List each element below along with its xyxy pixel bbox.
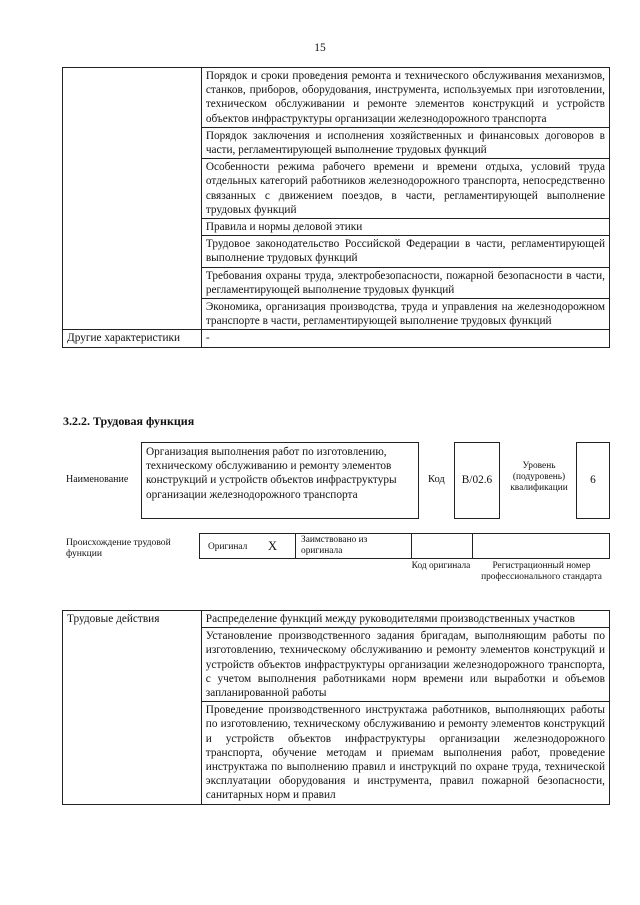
divider xyxy=(411,534,412,558)
original-label: Оригинал xyxy=(208,542,248,552)
actions-label: Трудовые действия xyxy=(63,611,202,805)
section-heading: 3.2.2. Трудовая функция xyxy=(63,414,195,428)
action-row: Проведение производственного инструктажа работников, выполняющих работы по изготовлению, техническому обслуживанию и ремонту элементов конструкций и устройств объектов инфраструктуры организации железнодорожного транспорта, обучение методам и приемам выполнения работ, проведение инструктажа по выполнению правил и инструкций по охране труда, технической эксплуатации оборудования и инструмента, правил пожарной безопасности, санитарных норм и правил xyxy=(201,702,609,804)
function-name-box xyxy=(141,442,419,519)
code-caption: Код оригинала xyxy=(411,561,471,571)
level-label: Уровень (подуровень) квалификации xyxy=(510,461,568,493)
action-row: Распределение функций между руководителями производственных участков xyxy=(201,611,609,628)
other-characteristics-label: Другие характеристики xyxy=(63,330,202,347)
knowledge-table xyxy=(62,67,610,348)
code-value: B/02.6 xyxy=(461,474,493,486)
level-value: 6 xyxy=(590,474,596,486)
origin-table xyxy=(199,533,610,559)
reg-caption: Регистрационный номер профессионального стандарта xyxy=(481,561,602,582)
level-box xyxy=(576,442,610,519)
knowledge-row: Экономика, организация производства, труда и управления на железнодорожном транспорте в части, регламентирующей выполнение трудовых функций xyxy=(201,299,609,330)
code-box xyxy=(454,442,500,519)
divider xyxy=(472,534,473,558)
empty-label-cell xyxy=(63,68,202,330)
function-name: Организация выполнения работ по изготовлению, техническому обслуживанию и ремонту элементов конструкций и устройств объектов инфраструктуры организации железнодорожного транспорта xyxy=(146,446,397,501)
knowledge-row: Порядок и сроки проведения ремонта и технического обслуживания механизмов, станков, приборов, оборудования, инструмента, используемых при изготовлении, техническом обслуживании и ремонте элементов конструкций и устройств объектов инфраструктуры организации железнодорожного транспорта xyxy=(201,68,609,128)
action-row: Установление производственного задания бригадам, выполняющим работы по изготовлению, техническому обслуживанию и ремонту элементов конструкций и устройств объектов инфраструктуры организации железнодорожного транспорта, с учетом выполнения работниками норм времени или выработки и объемов запланированной работы xyxy=(201,628,609,702)
borrowed-label: Заимствовано из оригинала xyxy=(301,535,368,556)
origin-label: Происхождение трудовой функции xyxy=(66,537,171,559)
knowledge-row: Требования охраны труда, электробезопасности, пожарной безопасности в части, регламентирующей выполнение трудовых функций xyxy=(201,267,609,298)
other-characteristics-value: - xyxy=(201,330,609,347)
original-mark: X xyxy=(268,539,278,553)
knowledge-row: Правила и нормы деловой этики xyxy=(201,219,609,236)
code-label: Код xyxy=(428,474,445,485)
knowledge-row: Трудовое законодательство Российской Федерации в части, регламентирующей выполнение трудовых функций xyxy=(201,236,609,267)
page-number: 15 xyxy=(314,42,326,54)
knowledge-row: Порядок заключения и исполнения хозяйственных и финансовых договоров в части, регламентирующей выполнение трудовых функций xyxy=(201,127,609,158)
name-label: Наименование xyxy=(66,474,129,485)
divider xyxy=(295,534,296,558)
knowledge-row: Особенности режима рабочего времени и времени отдыха, условий труда отдельных категорий работников железнодорожного транспорта, непосредственно связанных с движением поездов, в части, регламентирующей выполнение трудовых функций xyxy=(201,159,609,219)
actions-table xyxy=(62,610,610,805)
